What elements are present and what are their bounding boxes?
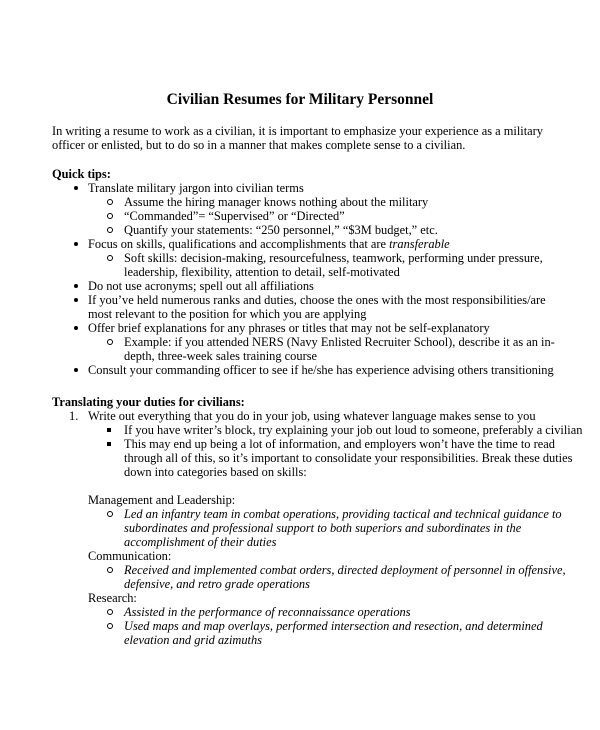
duty-subline: If you have writer’s block, try explaining your job out loud to someone, preferably a civilian xyxy=(124,423,583,437)
translating-heading: Translating your duties for civilians: xyxy=(52,395,245,409)
tip-line: Translate military jargon into civilian terms xyxy=(88,181,304,195)
bullet-icon xyxy=(74,326,78,330)
tip-line-cont: most relevant to the position for which you are applying xyxy=(88,307,367,321)
intro-line-2: officer or enlisted, but to do so in a manner that makes complete sense to a civilian. xyxy=(52,138,466,152)
category-label: Research: xyxy=(88,591,137,605)
bullet-icon xyxy=(74,368,78,372)
bullet-icon xyxy=(74,298,78,302)
category-item: Assisted in the performance of reconnaissance operations xyxy=(124,605,411,619)
circle-bullet-icon xyxy=(107,199,113,205)
tip-subline-cont: leadership, flexibility, attention to detail, self-motivated xyxy=(124,265,400,279)
tip-text: Focus on skills, qualifications and accomplishments that are xyxy=(88,237,390,251)
duty-line: Write out everything that you do in your job, using whatever language makes sense to you xyxy=(88,409,536,423)
tip-subline: Example: if you attended NERS (Navy Enlisted Recruiter School), describe it as an in- xyxy=(124,335,555,349)
category-item-cont: accomplishment of their duties xyxy=(124,535,277,549)
category-item-cont: subordinates and professional support to both superiors and subordinates in the xyxy=(124,521,522,535)
tip-line xyxy=(88,237,450,251)
duty-subline-cont: down into categories based on skills: xyxy=(124,465,307,479)
tip-line: Offer brief explanations for any phrases or titles that may not be self-explanatory xyxy=(88,321,490,335)
tip-subline-cont: depth, three-week sales training course xyxy=(124,349,318,363)
circle-bullet-icon xyxy=(107,213,113,219)
intro-line-1: In writing a resume to work as a civilian, it is important to emphasize your experience as a military xyxy=(52,124,544,138)
duty-subline: This may end up being a lot of information, and employers won’t have the time to read xyxy=(124,437,555,451)
list-number: 1. xyxy=(69,409,79,423)
bullet-icon xyxy=(74,284,78,288)
tip-subline: “Commanded”= “Supervised” or “Directed” xyxy=(124,209,345,223)
circle-bullet-icon xyxy=(107,623,113,629)
category-item: Led an infantry team in combat operations, providing tactical and technical guidance to xyxy=(124,507,562,521)
tip-subline: Quantify your statements: “250 personnel,” “$3M budget,” etc. xyxy=(124,223,438,237)
tip-line: If you’ve held numerous ranks and duties, choose the ones with the most responsibilities/are xyxy=(88,293,546,307)
bullet-icon xyxy=(74,186,78,190)
circle-bullet-icon xyxy=(107,339,113,345)
square-bullet-icon xyxy=(107,442,111,446)
category-item: Received and implemented combat orders, directed deployment of personnel in offensive, xyxy=(124,563,566,577)
tip-subline: Soft skills: decision-making, resourcefulness, teamwork, performing under pressure, xyxy=(124,251,543,265)
category-label: Communication: xyxy=(88,549,172,563)
bullet-icon xyxy=(74,242,78,246)
category-item: Used maps and map overlays, performed intersection and resection, and determined xyxy=(124,619,543,633)
square-bullet-icon xyxy=(107,428,111,432)
tip-line: Do not use acronyms; spell out all affiliations xyxy=(88,279,314,293)
category-item-cont: defensive, and retro grade operations xyxy=(124,577,310,591)
tip-emphasis: transferable xyxy=(389,237,450,251)
circle-bullet-icon xyxy=(107,567,113,573)
duty-subline-cont: through all of this, so it’s important to consolidate your responsibilities. Break these duties xyxy=(124,451,573,465)
circle-bullet-icon xyxy=(107,609,113,615)
circle-bullet-icon xyxy=(107,255,113,261)
circle-bullet-icon xyxy=(107,227,113,233)
quick-tips-heading: Quick tips: xyxy=(52,167,111,181)
tip-subline: Assume the hiring manager knows nothing about the military xyxy=(124,195,429,209)
category-label: Management and Leadership: xyxy=(88,493,236,507)
tip-line: Consult your commanding officer to see if he/she has experience advising others transitioning xyxy=(88,363,554,377)
circle-bullet-icon xyxy=(107,511,113,517)
category-item-cont: elevation and grid azimuths xyxy=(124,633,263,647)
document-title: Civilian Resumes for Military Personnel xyxy=(166,91,434,108)
